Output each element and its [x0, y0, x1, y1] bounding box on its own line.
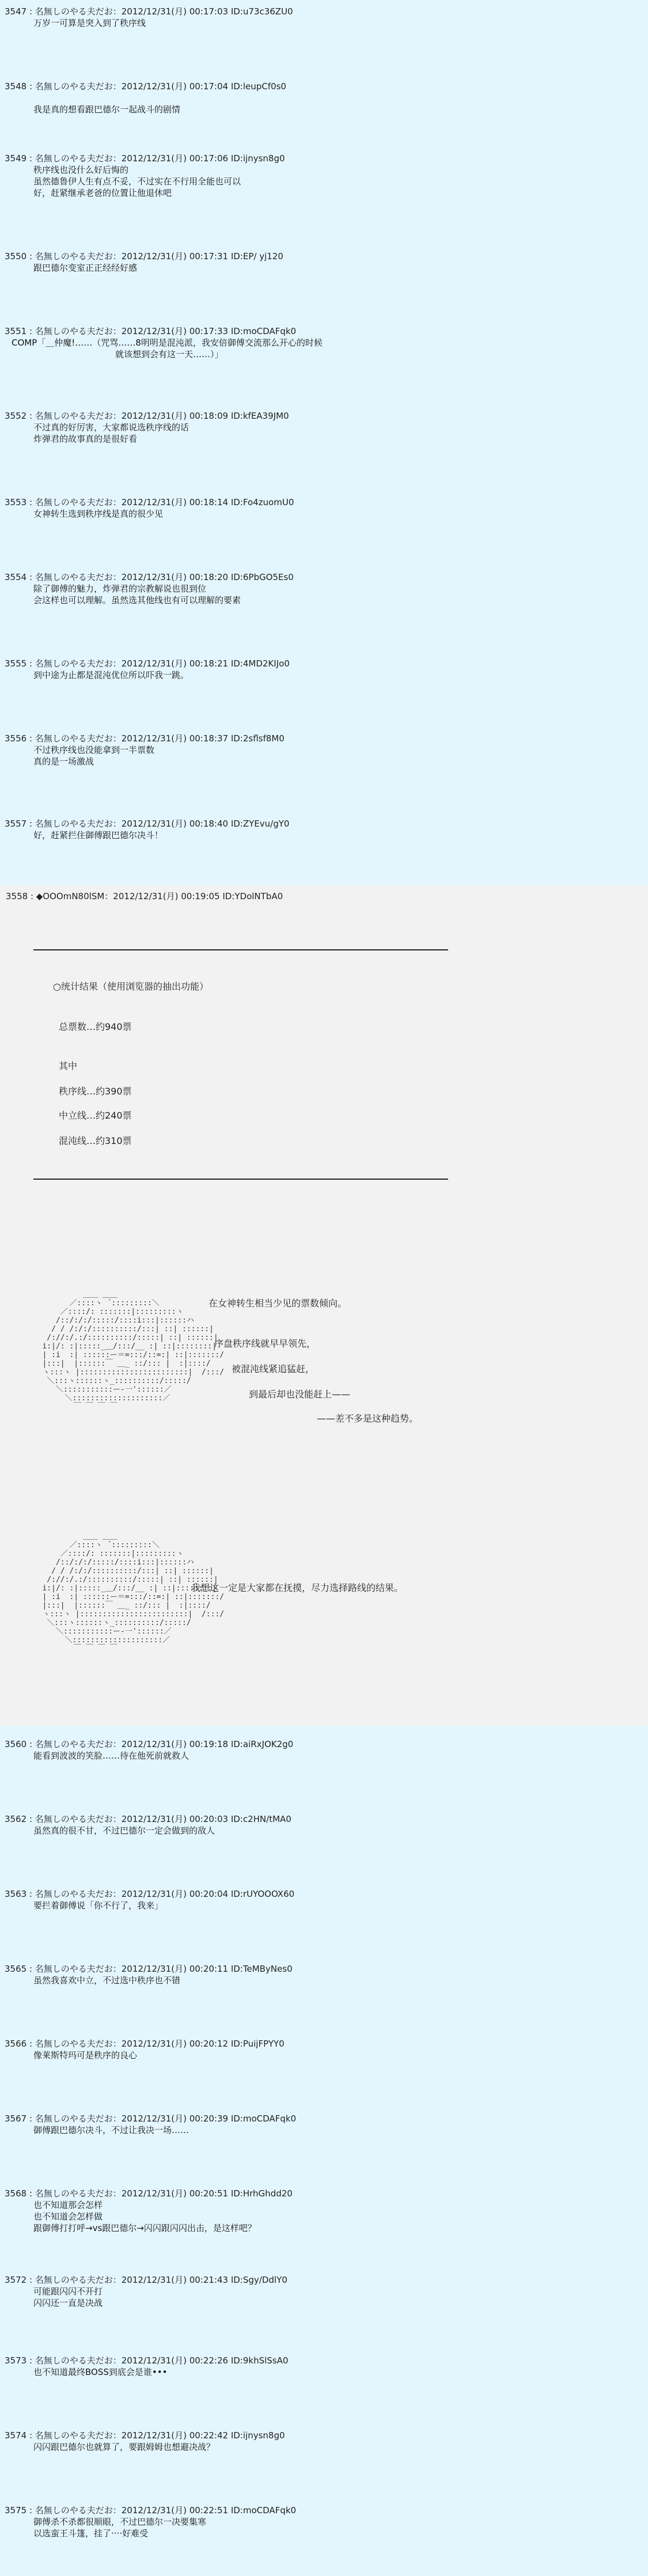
post-body — [33, 2516, 641, 2539]
stats-order: 秩序线…约390票 — [59, 1086, 132, 1097]
post-body — [33, 829, 641, 841]
post-line: 好，赶紧拦住御傅跟巴德尔决斗！ — [33, 830, 164, 840]
reply-post — [0, 1813, 648, 1836]
post-header: 3560 : 名無しのやる夫だお：2012/12/31(月) 00:19:18 ID:aiRxJOK2g0 — [5, 1739, 294, 1749]
post-body — [12, 337, 641, 360]
post-body — [33, 1900, 641, 1911]
post-header: 3548 : 名無しのやる夫だお：2012/12/31(月) 00:17:04 ID:leupCf0s0 — [5, 81, 286, 92]
reply-post — [0, 2505, 648, 2539]
post-header: 3568 : 名無しのやる夫だお：2012/12/31(月) 00:20:51 ID:HrhGhdd20 — [5, 2188, 293, 2199]
ascii-art-character-1: ＿＿ ＿＿ ／::::ヽ ´:::::::::＼ ／::::/: :::::::|:::::::::ヽ /::/:/:/:::::/::::i:::|::::::ハ / / /:/:/::::::::::/:::| ::| ::::::| /://:/.:/::::::::::/:::::| ::| ::::::| i:|/: :|:::::_＿/:::/__ :| ::|::::::::| | :i :| ::::::ー＝=:::/::=:| ::|:::::::/ |:::| |::::::￣ ＿_ ::/::: | :|::::/ ヽ:::ヽ |::::::::::::::::::::::::| /:::/ ＼:::ヽ::::::ヽ_::::::::::/:::::/ ＼:::::::::::ー‐一'::::::／ ＼::::::::::::::::::::／ ￣ ￣ ￣ ￣ — [42, 1290, 225, 1411]
post-line: 不过秩序线也没能拿到一半票数 — [33, 745, 155, 755]
post-header: 3555 : 名無しのやる夫だお：2012/12/31(月) 00:18:21 ID:4MD2KIJo0 — [5, 658, 290, 669]
post-header: 3552 : 名無しのやる夫だお：2012/12/31(月) 00:18:09 ID:kfEA39JM0 — [5, 411, 289, 421]
post-body — [33, 2441, 641, 2453]
post-body — [33, 17, 641, 29]
narration-line: ——差不多是这种趋势。 — [317, 1413, 419, 1424]
stats-neutral: 中立线…约240票 — [59, 1110, 132, 1121]
stats-title: ○统计结果（使用浏览器的抽出功能） — [53, 981, 209, 992]
post-line: 秩序线也没什么好后悔的 — [33, 165, 129, 175]
reply-post — [0, 733, 648, 767]
post-header: 3563 : 名無しのやる夫だお：2012/12/31(月) 00:20:04 ID:rUYOOOX60 — [5, 1889, 295, 1899]
post-body — [33, 744, 641, 767]
reply-post — [0, 497, 648, 520]
post-line: 可能跟闪闪不开打 — [33, 2286, 103, 2297]
reply-post — [0, 6, 648, 29]
post-line: 以选蛮王斗篷，挂了····好难受 — [33, 2528, 149, 2539]
post-header: 3556 : 名無しのやる夫だお：2012/12/31(月) 00:18:37 ID:2sflsf8M0 — [5, 733, 285, 744]
stats-total: 总票数…约940票 — [59, 1021, 132, 1032]
reply-post — [0, 153, 648, 199]
reply-post — [0, 818, 648, 841]
reply-post — [0, 325, 648, 360]
narration-line: 序盘秩序线就早早领先， — [214, 1338, 316, 1349]
post-line: 除了御傅的魅力，炸弹君的宗教解说也很到位 — [33, 584, 207, 594]
post-body — [33, 1975, 641, 1986]
narration-line: 在女神转生相当少见的票数倾向。 — [209, 1298, 347, 1309]
post-body — [33, 583, 641, 606]
post-line: 要拦着御傅说「你不行了，我来」 — [33, 1900, 164, 1911]
post-header: 3565 : 名無しのやる夫だお：2012/12/31(月) 00:20:11 ID:TeMByNes0 — [5, 1964, 293, 1974]
reply-post — [0, 410, 648, 445]
post-line: 像莱斯特玛可是秩序的良心 — [33, 2050, 138, 2060]
post-body — [33, 2050, 641, 2061]
reply-post — [0, 2355, 648, 2378]
post-header: 3547 : 名無しのやる夫だお：2012/12/31(月) 00:17:03 ID:u73c36ZU0 — [5, 6, 293, 17]
post-line: 不过真的好厉害，大家都说选秩序线的话 — [33, 422, 190, 433]
post-line: 炸弹君的故事真的是很好看 — [33, 434, 138, 444]
post-body — [33, 2366, 641, 2378]
post-line: 我是真的想看跟巴德尔一起战斗的剧情 — [33, 104, 181, 115]
narration-line: 我想这一定是大家都在抚摸，尽力选择路线的结果。 — [191, 1582, 404, 1593]
reply-post — [0, 2188, 648, 2234]
post-body — [33, 2286, 641, 2309]
post-header: 3554 : 名無しのやる夫だお：2012/12/31(月) 00:18:20 ID:6PbGO5Es0 — [5, 572, 294, 582]
post-body — [33, 669, 641, 681]
post-line: 虽然德鲁伊人生有点不妥，不过实在不行用全能也可以 — [33, 176, 241, 187]
post-header: 3567 : 名無しのやる夫だお：2012/12/31(月) 00:20:39 ID:moCDAFqk0 — [5, 2113, 297, 2124]
stats-among: 其中 — [59, 1060, 78, 1071]
post-line: 能看到波波的笑脸……待在他死前就救人 — [33, 1751, 190, 1761]
post-body — [33, 2199, 641, 2234]
post-line: 真的是一场激战 — [33, 756, 94, 767]
narration-line: 到最后却也没能赶上—— — [249, 1389, 351, 1400]
post-header: 3573 : 名無しのやる夫だお：2012/12/31(月) 00:22:26 ID:9khSlSsA0 — [5, 2355, 289, 2366]
post-line: 也不知道那会怎样 — [33, 2200, 103, 2210]
reply-post — [0, 2038, 648, 2061]
post-body — [33, 1750, 641, 1761]
post-line: 也不知道会怎样做 — [33, 2211, 103, 2222]
reply-post — [0, 2430, 648, 2453]
reply-post — [0, 251, 648, 274]
narration-line: 被混沌线紧追猛赶， — [232, 1363, 315, 1374]
post-line: 闪闪跟巴德尔也就算了，要跟姆姆也想避决战？ — [33, 2442, 215, 2452]
post-body — [33, 262, 641, 274]
divider-line — [33, 949, 448, 950]
reply-post — [0, 2113, 648, 2136]
post-body — [33, 104, 641, 115]
post-header: 3558 : ◆OOOmN80lSM：2012/12/31(月) 00:19:05 ID:YDolNTbA0 — [6, 891, 283, 901]
post-header: 3549 : 名無しのやる夫だお：2012/12/31(月) 00:17:06 ID:ijnysn8g0 — [5, 153, 285, 164]
post-line: COMP「＿仲魔!……（咒骂……8明明是混沌派，我安倍御傅交流那么开心的时候 — [12, 338, 323, 348]
main-post — [6, 887, 648, 1722]
post-body — [33, 164, 641, 199]
post-header: 3553 : 名無しのやる夫だお：2012/12/31(月) 00:18:14 ID:Fo4zuomU0 — [5, 497, 294, 507]
post-header: 3572 : 名無しのやる夫だお：2012/12/31(月) 00:21:43 ID:Sgy/DdlY0 — [5, 2275, 287, 2285]
reply-post — [0, 2274, 648, 2309]
post-body — [33, 1825, 641, 1836]
post-body — [33, 508, 641, 520]
post-header: 3550 : 名無しのやる夫だお：2012/12/31(月) 00:17:31 ID:EP/ yj120 — [5, 251, 283, 262]
reply-post — [0, 571, 648, 606]
stats-chaos: 混沌线…约310票 — [59, 1135, 132, 1146]
divider-line — [33, 1179, 448, 1180]
post-line: 闪闪还一直是决战 — [33, 2298, 103, 2308]
post-line: 御傅跟巴德尔决斗，不过让我决一场…… — [33, 2125, 190, 2135]
post-line: 跟御傅打打呼→vs跟巴德尔→闪闪跟闪闪出击，是这样吧？ — [33, 2223, 256, 2233]
post-line: 到中途为止都是混沌优位所以吓我一跳。 — [33, 670, 190, 680]
reply-post — [0, 658, 648, 681]
post-header: 3562 : 名無しのやる夫だお：2012/12/31(月) 00:20:03 ID:c2HN/tMA0 — [5, 1814, 291, 1824]
post-line: 跟巴德尔变室正正经经好感 — [33, 263, 138, 273]
post-line: 虽然我喜欢中立，不过选中秩序也不错 — [33, 1975, 181, 1986]
post-line: 万岁一可算是突入到了秩序线 — [33, 18, 146, 28]
post-line: 会这样也可以理解。虽然选其他线也有可以理解的要素 — [33, 595, 241, 605]
post-body — [33, 2124, 641, 2136]
reply-post — [0, 1738, 648, 1761]
post-header: 3551 : 名無しのやる夫だお：2012/12/31(月) 00:17:33 ID:moCDAFqk0 — [5, 326, 297, 336]
reply-post — [0, 81, 648, 115]
post-line: 御傅杀不杀都很顺眼，不过巴德尔一决要集寒 — [33, 2517, 207, 2527]
post-header: 3574 : 名無しのやる夫だお：2012/12/31(月) 00:22:42 ID:ijnysn8g0 — [5, 2430, 285, 2441]
post-line: 也不知道最终BOSS到底会是谁••• — [33, 2367, 168, 2377]
post-line: 好，赶紧继承老爸的位置让他退休吧 — [33, 188, 172, 198]
post-line: 虽然真的很不甘，不过巴德尔一定会做到的敌人 — [33, 1825, 215, 1836]
post-line: 就该想到会有这一天……）」 — [115, 349, 223, 359]
post-line: 女神转生选到秩序线是真的很少见 — [33, 509, 164, 519]
reply-post — [0, 1963, 648, 1986]
post-header: 3557 : 名無しのやる夫だお：2012/12/31(月) 00:18:40 ID:ZYEvu/gY0 — [5, 819, 290, 829]
post-header: 3566 : 名無しのやる夫だお：2012/12/31(月) 00:20:12 ID:PuijFPYY0 — [5, 2039, 285, 2049]
ascii-art-character-2: ＿＿ ＿＿ ／::::ヽ ´:::::::::＼ ／::::/: :::::::|:::::::::ヽ /::/:/:/:::::/::::i:::|::::::ハ / / /:/:/::::::::::/:::| ::| ::::::| /://:/.:/::::::::::/:::::| ::| ::::::| i:|/: :|:::::_＿/:::/__ :| ::|::::::::| | :i :| ::::::ー＝=:::/::=:| ::|:::::::/ |:::| |::::::￣ ＿_ ::/::: | :|::::/ ヽ:::ヽ |::::::::::::::::::::::::| /:::/ ＼:::ヽ::::::ヽ_::::::::::/:::::/ ＼:::::::::::ー‐一'::::::／ ＼::::::::::::::::::::／ ￣ ￣ ￣ ￣ — [42, 1532, 225, 1653]
post-body — [33, 422, 641, 445]
reply-post — [0, 1888, 648, 1911]
post-header: 3575 : 名無しのやる夫だお：2012/12/31(月) 00:22:51 ID:moCDAFqk0 — [5, 2505, 297, 2516]
